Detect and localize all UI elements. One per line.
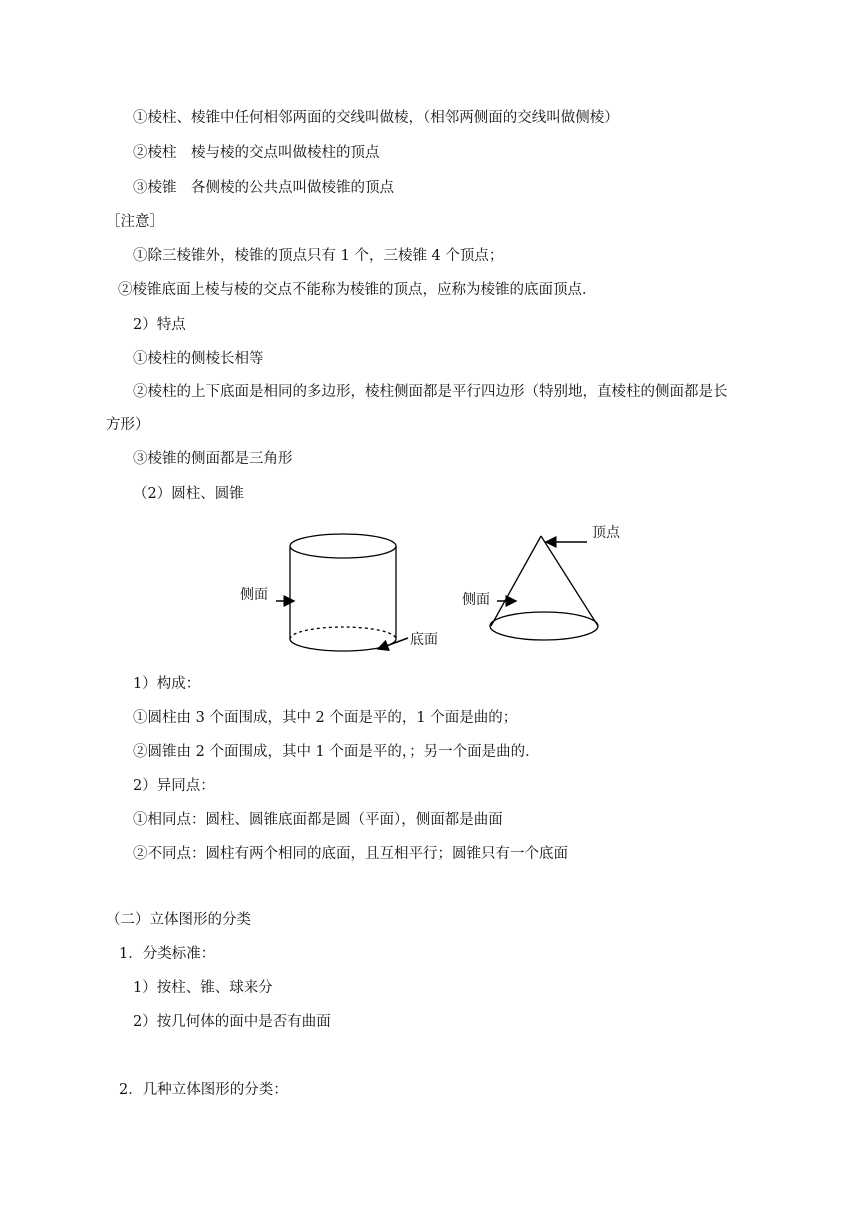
cylinder-cone-figure — [232, 516, 652, 666]
cylinder-shape — [290, 534, 396, 651]
cylinder-side-label: 侧面 — [240, 587, 268, 603]
text-line: 方形） — [106, 417, 150, 433]
cylinder-base-label: 底面 — [410, 632, 438, 648]
text-line: ②棱柱的上下底面是相同的多边形，棱柱侧面都是平行四边形（特别地，直棱柱的侧面都是长 — [133, 384, 728, 400]
text-line: 2）特点 — [133, 317, 186, 333]
text-line: ①棱柱的侧棱长相等 — [133, 351, 264, 367]
text-line: ①相同点：圆柱、圆锥底面都是圆（平面），侧面都是曲面 — [133, 812, 503, 828]
text-line: ②不同点：圆柱有两个相同的底面，且互相平行；圆锥只有一个底面 — [133, 846, 568, 862]
text-line: ③棱锥的侧面都是三角形 — [133, 451, 293, 467]
section-heading: （二）立体图形的分类 — [106, 912, 251, 928]
text-line: ①圆柱由 3 个面围成，其中 2 个面是平的，1 个面是曲的； — [133, 710, 518, 726]
text-line: 2．几种立体图形的分类： — [119, 1082, 288, 1098]
text-line: 1．分类标准： — [119, 946, 216, 962]
cylinder-base-arrow — [378, 638, 408, 649]
text-line: ②棱锥底面上棱与棱的交点不能称为棱锥的顶点，应称为棱锥的底面顶点． — [118, 282, 597, 298]
text-line: 1）按柱、锥、球来分 — [133, 980, 273, 996]
subsection-heading: （2）圆柱、圆锥 — [133, 486, 244, 502]
text-line: 1）构成： — [133, 676, 201, 692]
text-line: ②圆锥由 2 个面围成，其中 1 个面是平的，；另一个面是曲的． — [133, 744, 540, 760]
section-note-heading: ［注意］ — [106, 214, 164, 230]
text-line: ②棱柱 棱与棱的交点叫做棱柱的顶点 — [133, 145, 380, 161]
cone-side-label: 侧面 — [462, 592, 490, 608]
text-line: ①除三棱锥外，棱锥的顶点只有 1 个，三棱锥 4 个顶点； — [133, 248, 504, 264]
text-line: 2）异同点： — [133, 778, 215, 794]
text-line: 2）按几何体的面中是否有曲面 — [133, 1014, 331, 1030]
cone-apex-label: 顶点 — [592, 525, 620, 541]
cone-shape — [490, 536, 598, 640]
text-line: ①棱柱、棱锥中任何相邻两面的交线叫做棱，（相邻两侧面的交线叫做侧棱） — [133, 110, 619, 126]
text-line: ③棱锥 各侧棱的公共点叫做棱锥的顶点 — [133, 180, 394, 196]
